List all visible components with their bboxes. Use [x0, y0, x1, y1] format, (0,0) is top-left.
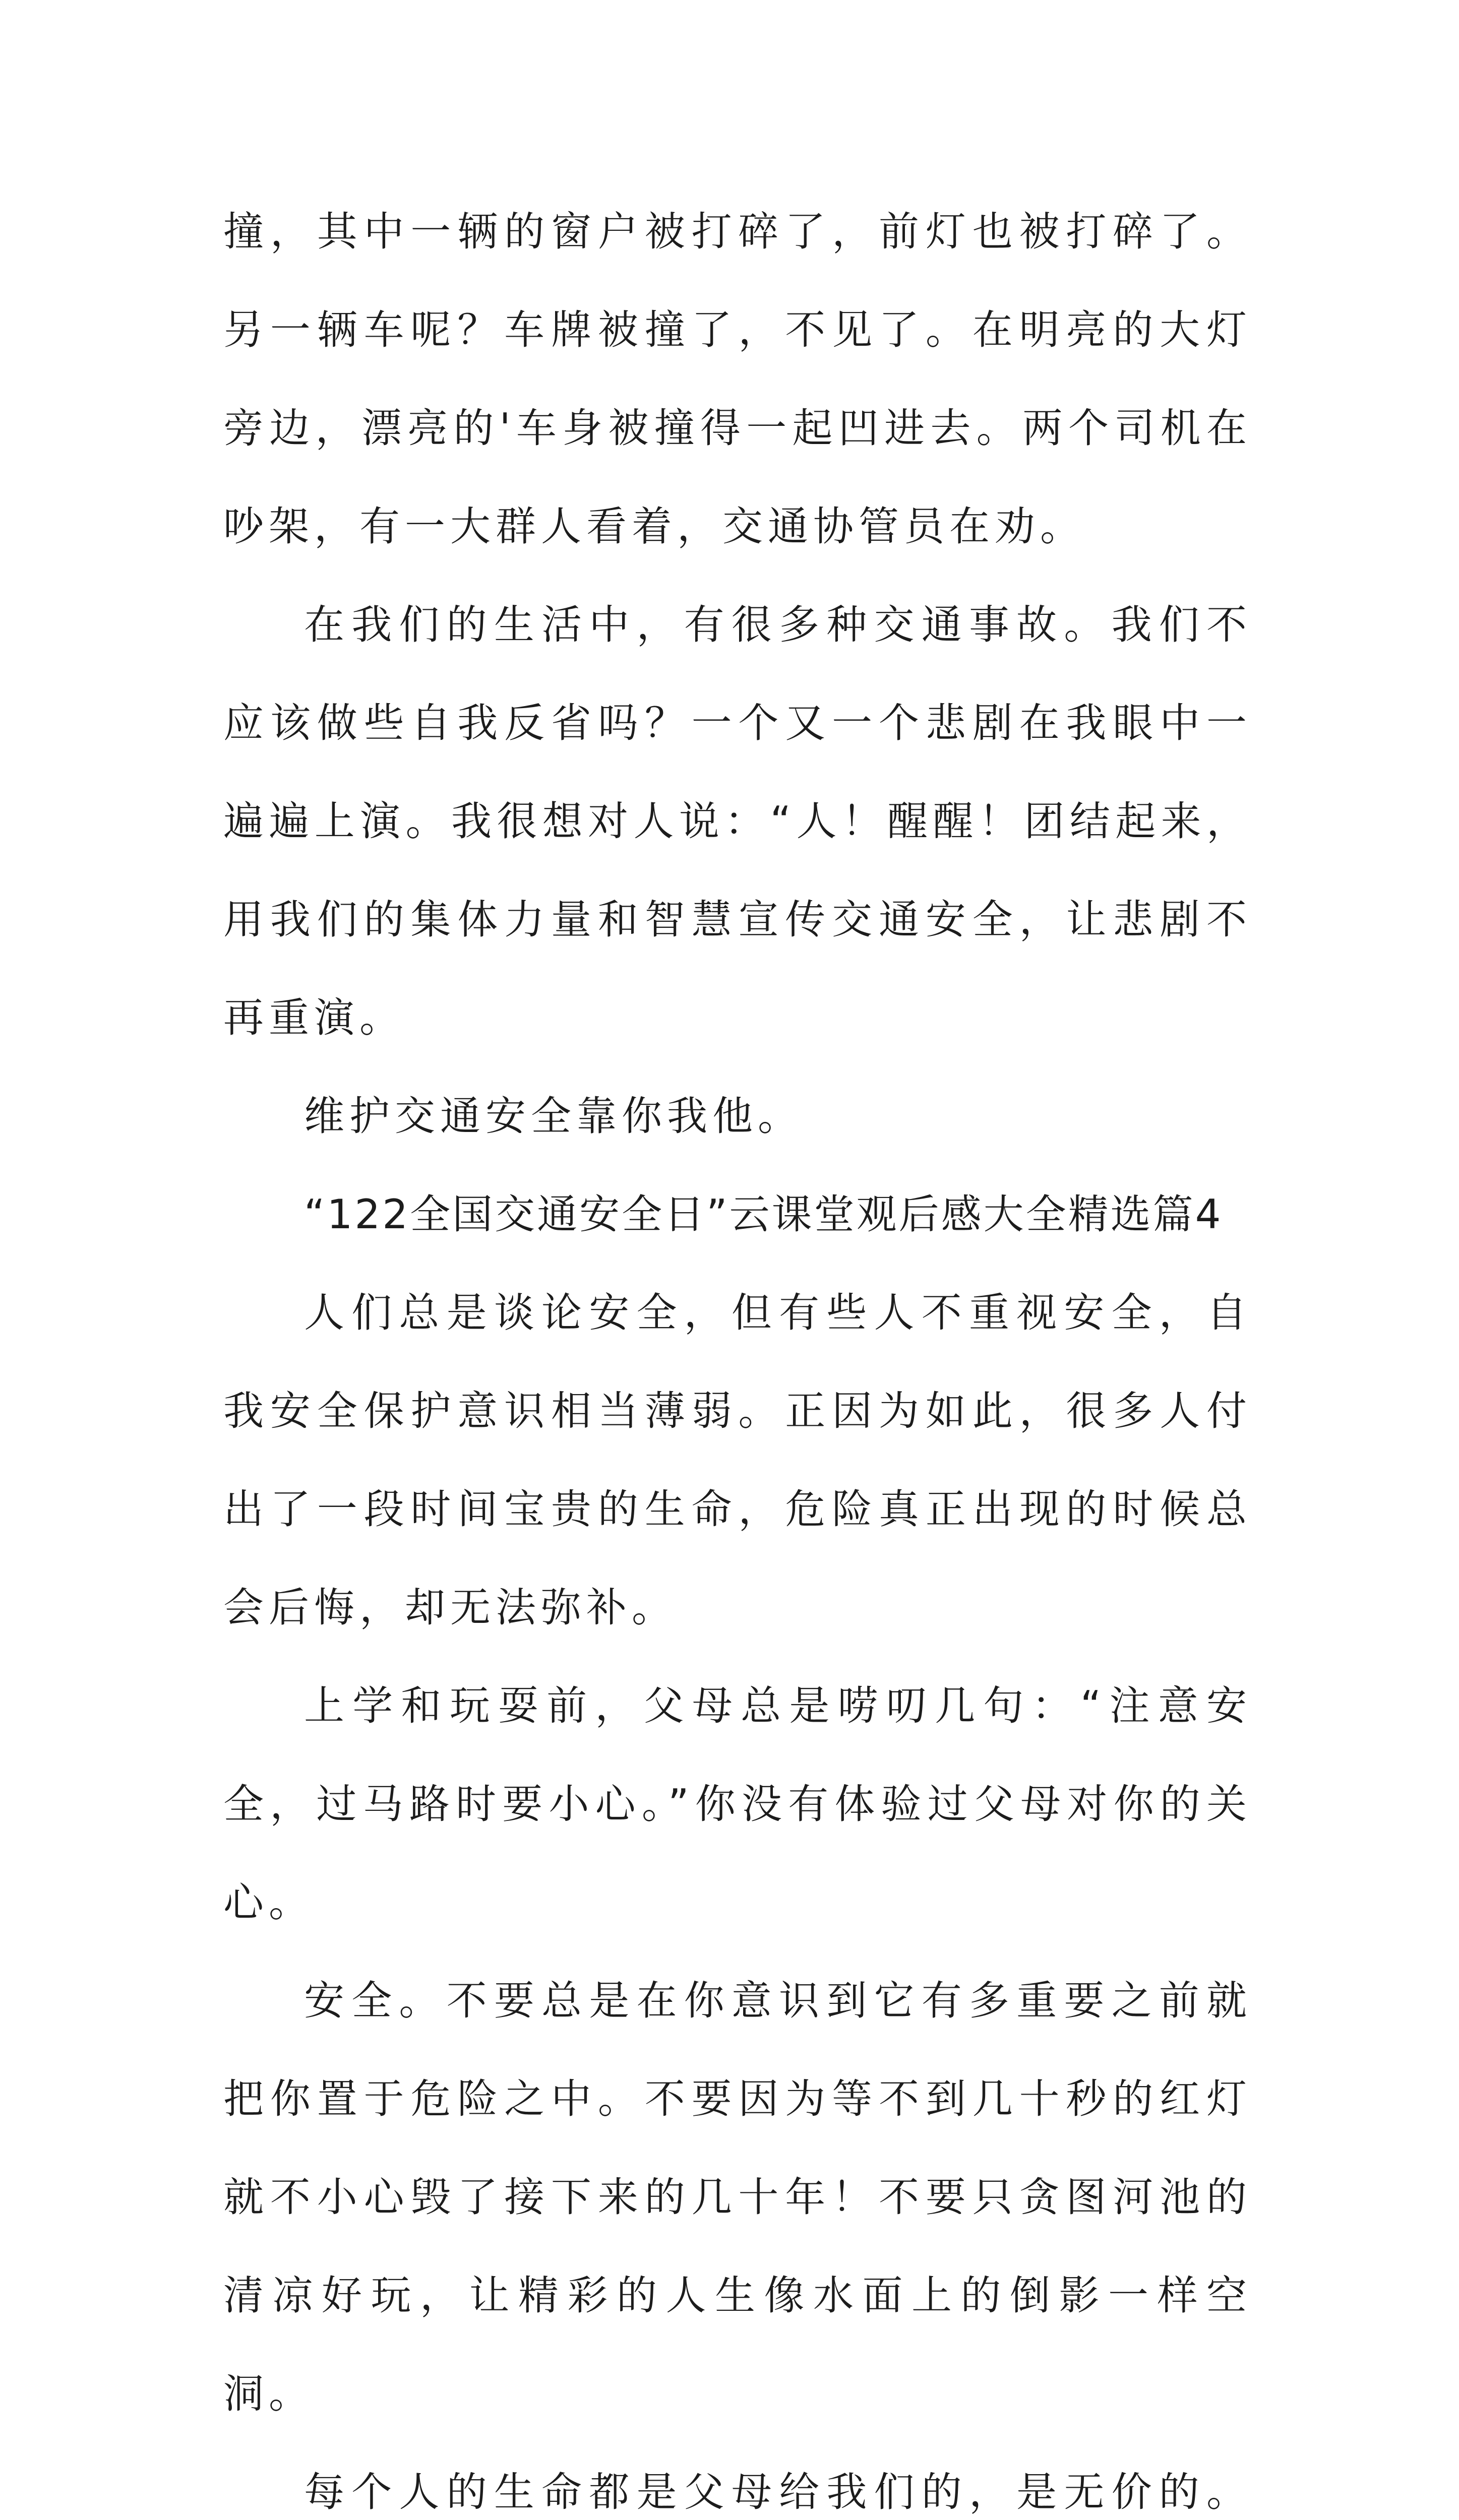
paragraph: 每个人的生命都是父母给我们的，是无价的。 — [304, 2469, 1252, 2515]
paragraph-continued: 撞，其中一辆的窗户被打碎了，前灯也被打碎了。另一辆车呢？车牌被撞了，不见了。在明亮的大灯旁边，漂亮的'车身被撞得一起凹进去。两个司机在吵架，有一大群人看着，交通协管员在劝。 — [223, 208, 1252, 550]
paragraph: 上学和玩耍前，父母总是唠叨几句：“注意安全，过马路时要小心。”你没有体验过父母对你的关心。 — [223, 1682, 1252, 1926]
document-body — [223, 182, 1252, 2520]
paragraph: 在我们的生活中，有很多种交通事故。我们不应该做些自我反省吗？一个又一个悲剧在我眼中一遍遍上演。我很想对人说：“人！醒醒！团结起来，用我们的集体力量和智慧宣传交通安全，让悲剧不再重演。 — [223, 601, 1252, 1041]
paragraph: 安全。不要总是在你意识到它有多重要之前就把你置于危险之中。不要因为等不到几十秒的红灯就不小心毁了接下来的几十年！不要只贪图河池的清凉好玩，让精彩的人生像水面上的倒影一样空洞。 — [223, 1977, 1252, 2417]
paragraph: 人们总是谈论安全，但有些人不重视安全，自我安全保护意识相当薄弱。正因为如此，很多人付出了一段时间宝贵的生命，危险真正出现的时候总会后悔，却无法弥补。 — [223, 1289, 1252, 1631]
paragraph: 维护交通安全靠你我他。 — [304, 1093, 803, 1140]
section-heading: “122全国交通安全日”云课堂观后感大全精选篇4 — [304, 1191, 1223, 1238]
